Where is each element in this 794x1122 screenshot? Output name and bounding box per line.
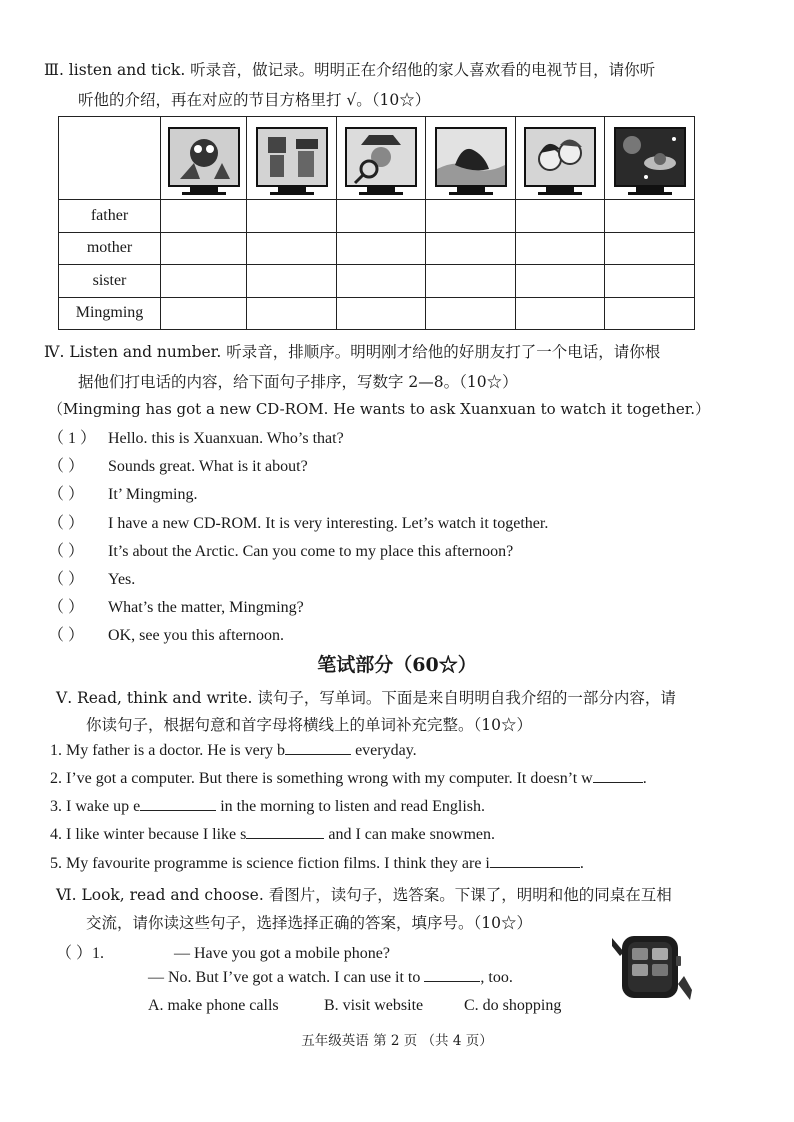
tv-programme-table bbox=[58, 116, 695, 330]
tick-cell[interactable] bbox=[247, 297, 337, 330]
fill-item: 4. I like winter because I like s and I can make snowmen. bbox=[50, 826, 495, 843]
order-number[interactable]: （ ） bbox=[48, 458, 85, 475]
row-label-father: father bbox=[59, 200, 161, 233]
section5-title-line1: Ⅴ. Read, think and write. 读句子，写单词。下面是来自明明自我介绍的一部分内容，请 bbox=[56, 689, 676, 707]
tick-cell[interactable] bbox=[161, 297, 247, 330]
order-number[interactable]: （ ） bbox=[48, 627, 85, 644]
section3-title-line1: Ⅲ. listen and tick. 听录音，做记录。明明正在介绍他的家人喜欢看的电视节目，请你听 bbox=[44, 61, 656, 79]
order-number[interactable]: （ ） bbox=[48, 486, 85, 503]
answer-bracket[interactable]: （ ）1. bbox=[56, 945, 105, 962]
order-sentence: It’s about the Arctic. Can you come to my place this afternoon? bbox=[108, 543, 514, 560]
option-a[interactable]: A. make phone calls bbox=[148, 997, 279, 1014]
answer-blank[interactable] bbox=[490, 866, 580, 868]
section6-title-line2: 交流，请你读这些句子，选择选择正确的答案，填序号。（10☆） bbox=[86, 914, 532, 932]
section4-intro: （Mingming has got a new CD-ROM. He wants to ask Xuanxuan to watch it together.） bbox=[48, 400, 711, 418]
order-item bbox=[48, 425, 344, 448]
order-item bbox=[48, 453, 308, 476]
order-number[interactable]: （ ） bbox=[48, 599, 85, 616]
drama-tv-icon bbox=[524, 123, 596, 199]
order-number[interactable]: （ ） bbox=[48, 515, 85, 532]
question-1-line-a: （ ）1. — Have you got a mobile phone? bbox=[56, 940, 390, 963]
order-number[interactable]: （ ） bbox=[48, 571, 85, 588]
order-sentence: Yes. bbox=[108, 571, 136, 588]
tick-cell[interactable] bbox=[426, 232, 516, 265]
answer-blank[interactable] bbox=[285, 753, 351, 755]
order-sentence: OK, see you this afternoon. bbox=[108, 627, 284, 644]
option-c[interactable]: C. do shopping bbox=[464, 997, 562, 1014]
tick-cell[interactable] bbox=[516, 200, 605, 233]
detective-tv-icon bbox=[345, 123, 417, 199]
section3-title-line2: 听他的介绍，再在对应的节目方格里打 √。（10☆） bbox=[78, 91, 431, 109]
answer-blank[interactable] bbox=[246, 837, 324, 839]
tick-cell[interactable] bbox=[337, 297, 426, 330]
row-label-mother: mother bbox=[59, 232, 161, 265]
tick-cell[interactable] bbox=[337, 265, 426, 298]
tick-cell[interactable] bbox=[516, 297, 605, 330]
tick-cell[interactable] bbox=[161, 232, 247, 265]
answer-blank[interactable] bbox=[593, 781, 643, 783]
tick-cell[interactable] bbox=[605, 297, 695, 330]
fill-item: 3. I wake up e in the morning to listen and read English. bbox=[50, 798, 486, 815]
tick-cell[interactable] bbox=[247, 265, 337, 298]
answer-blank[interactable] bbox=[140, 809, 216, 811]
robot-tv-icon bbox=[256, 123, 328, 199]
tick-cell[interactable] bbox=[516, 232, 605, 265]
order-item bbox=[48, 481, 197, 504]
tick-cell[interactable] bbox=[605, 200, 695, 233]
row-label-sister: sister bbox=[59, 265, 161, 298]
cartoon-tv-icon bbox=[168, 123, 240, 199]
order-item bbox=[48, 538, 513, 561]
tick-cell[interactable] bbox=[516, 265, 605, 298]
table-corner bbox=[59, 117, 161, 200]
tick-cell[interactable] bbox=[247, 200, 337, 233]
fill-item: 1. My father is a doctor. He is very b everyday. bbox=[50, 742, 417, 759]
order-item bbox=[48, 594, 304, 617]
tick-cell[interactable] bbox=[247, 232, 337, 265]
fill-item: 5. My favourite programme is science fiction films. I think they are i . bbox=[50, 855, 584, 872]
fill-item: 2. I’ve got a computer. But there is something wrong with my computer. It doesn’t w . bbox=[50, 770, 647, 787]
section4-title-line1: Ⅳ. Listen and number. 听录音，排顺序。明明刚才给他的好朋友打了一个电话，请你根 bbox=[44, 343, 661, 361]
order-sentence: Sounds great. What is it about? bbox=[108, 458, 308, 475]
order-item bbox=[48, 622, 284, 645]
order-sentence: It’ Mingming. bbox=[108, 486, 198, 503]
order-number[interactable]: （ 1 ） bbox=[48, 430, 97, 447]
tick-cell[interactable] bbox=[337, 200, 426, 233]
tick-cell[interactable] bbox=[605, 265, 695, 298]
order-sentence: I have a new CD-ROM. It is very interesting. Let’s watch it together. bbox=[108, 515, 549, 532]
tick-cell[interactable] bbox=[337, 232, 426, 265]
row-label-mingming: Mingming bbox=[59, 297, 161, 330]
section4-title-line2: 据他们打电话的内容，给下面句子排序，写数字 2—8。（10☆） bbox=[78, 373, 518, 391]
animal-tv-icon bbox=[435, 123, 507, 199]
option-b[interactable]: B. visit website bbox=[324, 997, 424, 1014]
order-number[interactable]: （ ） bbox=[48, 543, 85, 560]
question-1-line-b: — No. But I’ve got a watch. I can use it to , too. bbox=[148, 969, 513, 986]
page-footer: 五年级英语 第 2 页 （共 4 页） bbox=[301, 1033, 493, 1049]
tick-cell[interactable] bbox=[426, 200, 516, 233]
section6-title-line1: Ⅵ. Look, read and choose. 看图片，读句子，选答案。下课了，明明和他的同桌在互相 bbox=[56, 886, 672, 904]
tick-cell[interactable] bbox=[426, 265, 516, 298]
answer-blank[interactable] bbox=[424, 980, 480, 982]
tick-cell[interactable] bbox=[426, 297, 516, 330]
order-item bbox=[48, 510, 548, 533]
tick-cell[interactable] bbox=[605, 232, 695, 265]
section5-title-line2: 你读句子，根据句意和首字母将横线上的单词补充完整。（10☆） bbox=[86, 716, 532, 734]
order-sentence: Hello. this is Xuanxuan. Who’s that? bbox=[108, 430, 344, 447]
question-1-options bbox=[148, 997, 561, 1015]
order-sentence: What’s the matter, Mingming? bbox=[108, 599, 304, 616]
scifi-tv-icon bbox=[614, 123, 686, 199]
order-item bbox=[48, 566, 135, 589]
written-section-heading: 笔试部分（60☆） bbox=[317, 654, 477, 676]
tick-cell[interactable] bbox=[161, 200, 247, 233]
tick-cell[interactable] bbox=[161, 265, 247, 298]
smartwatch-icon bbox=[610, 926, 694, 1016]
